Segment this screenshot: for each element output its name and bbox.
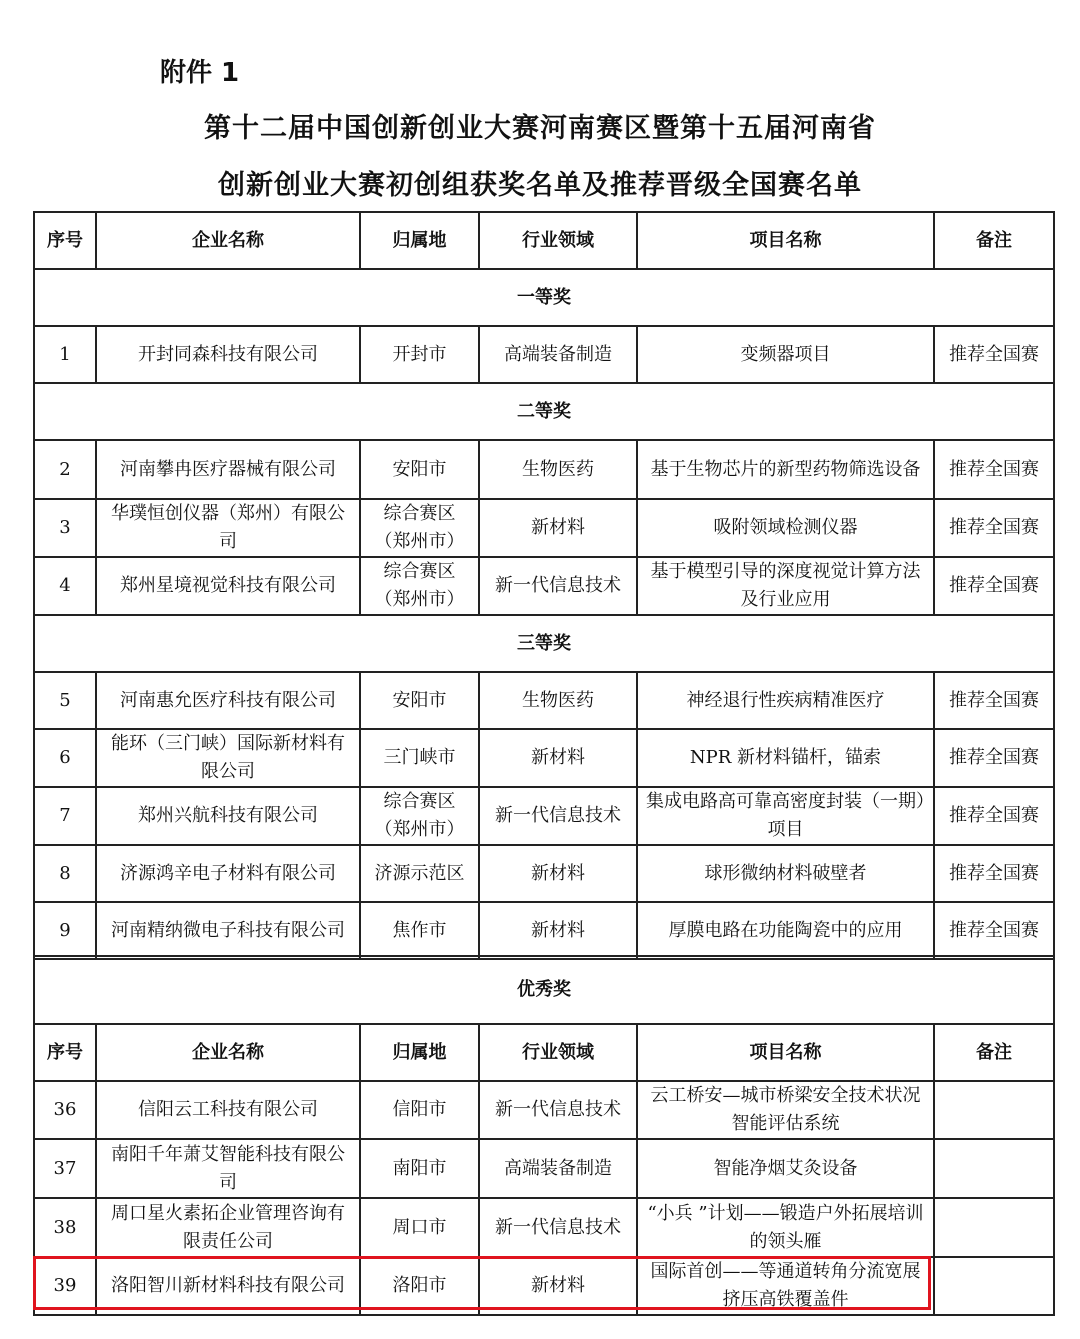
cell-location: 济源示范区 bbox=[360, 845, 479, 902]
cell-project: NPR 新材料锚杆，锚索 bbox=[637, 729, 934, 787]
cell-remark bbox=[934, 1198, 1054, 1257]
section-row bbox=[34, 615, 1054, 672]
cell-industry: 高端装备制造 bbox=[479, 326, 637, 383]
cell-project: 国际首创——等通道转角分流宽展挤压高铁覆盖件 bbox=[637, 1257, 934, 1315]
cell-company: 郑州星境视觉科技有限公司 bbox=[96, 557, 360, 615]
cell-project: “小兵 ”计划——锻造户外拓展培训的领头雁 bbox=[637, 1198, 934, 1257]
header-industry: 行业领域 bbox=[479, 1024, 637, 1081]
award-table-excellent bbox=[33, 955, 1055, 1316]
section-second-prize: 二等奖 bbox=[34, 383, 1054, 440]
cell-seq: 4 bbox=[34, 557, 96, 615]
header-company: 企业名称 bbox=[96, 212, 360, 269]
header-project: 项目名称 bbox=[637, 1024, 934, 1081]
cell-remark: 推荐全国赛 bbox=[934, 845, 1054, 902]
cell-industry: 新材料 bbox=[479, 1257, 637, 1315]
cell-location: 南阳市 bbox=[360, 1139, 479, 1198]
cell-location: 周口市 bbox=[360, 1198, 479, 1257]
cell-location: 综合赛区（郑州市） bbox=[360, 499, 479, 557]
attachment-label: 附件 1 bbox=[160, 58, 240, 88]
table-row bbox=[34, 326, 1054, 383]
cell-industry: 新材料 bbox=[479, 902, 637, 959]
document-title-line-2: 创新创业大赛初创组获奖名单及推荐晋级全国赛名单 bbox=[218, 170, 862, 201]
cell-remark: 推荐全国赛 bbox=[934, 672, 1054, 729]
header-industry: 行业领域 bbox=[479, 212, 637, 269]
cell-project: 厚膜电路在功能陶瓷中的应用 bbox=[637, 902, 934, 959]
cell-seq: 8 bbox=[34, 845, 96, 902]
cell-seq: 7 bbox=[34, 787, 96, 845]
cell-project: 基于生物芯片的新型药物筛选设备 bbox=[637, 440, 934, 499]
cell-company: 华璞恒创仪器（郑州）有限公司 bbox=[96, 499, 360, 557]
section-first-prize: 一等奖 bbox=[34, 269, 1054, 326]
table-row bbox=[34, 902, 1054, 959]
cell-company: 郑州兴航科技有限公司 bbox=[96, 787, 360, 845]
table-row bbox=[34, 499, 1054, 557]
header-remark: 备注 bbox=[934, 1024, 1054, 1081]
cell-remark: 推荐全国赛 bbox=[934, 326, 1054, 383]
cell-remark: 推荐全国赛 bbox=[934, 440, 1054, 499]
cell-company: 济源鸿辛电子材料有限公司 bbox=[96, 845, 360, 902]
cell-seq: 6 bbox=[34, 729, 96, 787]
cell-project: 神经退行性疾病精准医疗 bbox=[637, 672, 934, 729]
cell-project: 吸附领域检测仪器 bbox=[637, 499, 934, 557]
cell-company: 河南精纳微电子科技有限公司 bbox=[96, 902, 360, 959]
cell-seq: 9 bbox=[34, 902, 96, 959]
header-project: 项目名称 bbox=[637, 212, 934, 269]
cell-location: 开封市 bbox=[360, 326, 479, 383]
cell-seq: 5 bbox=[34, 672, 96, 729]
cell-location: 综合赛区（郑州市） bbox=[360, 787, 479, 845]
cell-remark: 推荐全国赛 bbox=[934, 902, 1054, 959]
table-header-row bbox=[34, 1024, 1054, 1081]
cell-company: 南阳千年萧艾智能科技有限公司 bbox=[96, 1139, 360, 1198]
section-row bbox=[34, 383, 1054, 440]
cell-location: 安阳市 bbox=[360, 440, 479, 499]
cell-location: 洛阳市 bbox=[360, 1257, 479, 1315]
cell-industry: 新一代信息技术 bbox=[479, 557, 637, 615]
cell-company: 河南攀冉医疗器械有限公司 bbox=[96, 440, 360, 499]
table-row bbox=[34, 729, 1054, 787]
header-location: 归属地 bbox=[360, 212, 479, 269]
header-remark: 备注 bbox=[934, 212, 1054, 269]
cell-industry: 生物医药 bbox=[479, 440, 637, 499]
table-row bbox=[34, 1198, 1054, 1257]
cell-project: 球形微纳材料破壁者 bbox=[637, 845, 934, 902]
cell-project: 智能净烟艾灸设备 bbox=[637, 1139, 934, 1198]
cell-remark: 推荐全国赛 bbox=[934, 557, 1054, 615]
cell-company: 洛阳智川新材料科技有限公司 bbox=[96, 1257, 360, 1315]
cell-company: 周口星火素拓企业管理咨询有限责任公司 bbox=[96, 1198, 360, 1257]
cell-remark: 推荐全国赛 bbox=[934, 499, 1054, 557]
header-seq: 序号 bbox=[34, 212, 96, 269]
table-row-highlighted bbox=[34, 1257, 1054, 1315]
table-row bbox=[34, 787, 1054, 845]
cell-seq: 39 bbox=[34, 1257, 96, 1315]
cell-remark bbox=[934, 1139, 1054, 1198]
header-location: 归属地 bbox=[360, 1024, 479, 1081]
section-row bbox=[34, 269, 1054, 326]
cell-industry: 新一代信息技术 bbox=[479, 1081, 637, 1139]
table-row bbox=[34, 1139, 1054, 1198]
cell-remark: 推荐全国赛 bbox=[934, 787, 1054, 845]
cell-location: 三门峡市 bbox=[360, 729, 479, 787]
cell-remark: 推荐全国赛 bbox=[934, 729, 1054, 787]
cell-remark bbox=[934, 1081, 1054, 1139]
cell-industry: 新一代信息技术 bbox=[479, 787, 637, 845]
cell-location: 综合赛区（郑州市） bbox=[360, 557, 479, 615]
cell-seq: 37 bbox=[34, 1139, 96, 1198]
table-row bbox=[34, 1081, 1054, 1139]
cell-project: 云工桥安—城市桥梁安全技术状况智能评估系统 bbox=[637, 1081, 934, 1139]
cell-industry: 高端装备制造 bbox=[479, 1139, 637, 1198]
header-seq: 序号 bbox=[34, 1024, 96, 1081]
cell-industry: 新材料 bbox=[479, 845, 637, 902]
cell-location: 安阳市 bbox=[360, 672, 479, 729]
table-row bbox=[34, 672, 1054, 729]
cell-company: 河南惠允医疗科技有限公司 bbox=[96, 672, 360, 729]
cell-remark bbox=[934, 1257, 1054, 1315]
award-table-top bbox=[33, 211, 1055, 960]
cell-location: 信阳市 bbox=[360, 1081, 479, 1139]
cell-seq: 38 bbox=[34, 1198, 96, 1257]
cell-industry: 新一代信息技术 bbox=[479, 1198, 637, 1257]
cell-location: 焦作市 bbox=[360, 902, 479, 959]
table-row bbox=[34, 440, 1054, 499]
cell-project: 集成电路高可靠高密度封装（一期）项目 bbox=[637, 787, 934, 845]
cell-seq: 1 bbox=[34, 326, 96, 383]
cell-seq: 2 bbox=[34, 440, 96, 499]
cell-company: 开封同森科技有限公司 bbox=[96, 326, 360, 383]
table-row bbox=[34, 845, 1054, 902]
cell-company: 信阳云工科技有限公司 bbox=[96, 1081, 360, 1139]
cell-project: 变频器项目 bbox=[637, 326, 934, 383]
section-excellent-prize: 优秀奖 bbox=[34, 956, 1054, 1024]
table-header-row bbox=[34, 212, 1054, 269]
cell-seq: 36 bbox=[34, 1081, 96, 1139]
document-title-line-1: 第十二届中国创新创业大赛河南赛区暨第十五届河南省 bbox=[204, 113, 876, 144]
cell-industry: 新材料 bbox=[479, 499, 637, 557]
section-row bbox=[34, 956, 1054, 1024]
header-company: 企业名称 bbox=[96, 1024, 360, 1081]
section-third-prize: 三等奖 bbox=[34, 615, 1054, 672]
cell-industry: 生物医药 bbox=[479, 672, 637, 729]
cell-project: 基于模型引导的深度视觉计算方法及行业应用 bbox=[637, 557, 934, 615]
table-row bbox=[34, 557, 1054, 615]
cell-company: 能环（三门峡）国际新材料有限公司 bbox=[96, 729, 360, 787]
cell-seq: 3 bbox=[34, 499, 96, 557]
cell-industry: 新材料 bbox=[479, 729, 637, 787]
